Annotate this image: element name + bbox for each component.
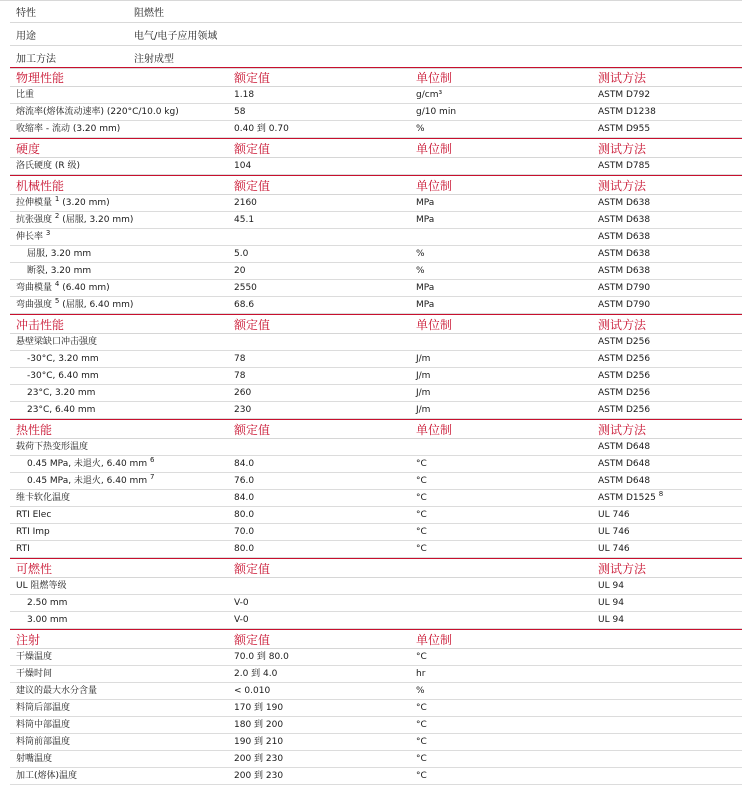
table-row [10,734,742,751]
section-title: 可燃性 [16,562,53,576]
test-method-text: ASTM D638 [598,249,651,259]
property-unit: °C [416,754,427,764]
test-method-text: ASTM D256 [598,388,651,398]
column-header-unit: 单位制 [416,71,453,85]
section-2 [10,175,742,314]
property-name [10,195,228,208]
test-method-text: ASTM D256 [598,354,651,364]
section-title: 注射 [16,633,41,647]
section-title: 机械性能 [16,179,65,193]
column-header-method: 测试方法 [598,318,647,332]
property-value: 70.0 [234,527,255,537]
property-name-text: 弯曲强度 [16,300,53,310]
test-method [592,107,742,117]
property-name-text: 收缩率 - 流动 (3.20 mm) [16,124,121,134]
section-4 [10,419,742,558]
property-name [10,371,228,381]
property-condition: (6.40 mm) [59,283,110,293]
property-value: 70.0 到 80.0 [234,652,289,662]
property-value: 180 到 200 [234,720,284,730]
table-row [10,158,742,175]
property-value: 注射成型 [134,53,174,65]
property-name [10,249,228,259]
property-name [10,280,228,293]
test-method [592,198,742,208]
property-name-text: 料筒后部温度 [16,703,71,713]
column-header-value: 额定值 [234,71,271,85]
property-name-text: -30°C, 3.20 mm [27,354,99,364]
footnote-marker: 7 [149,473,155,481]
property-unit: J/m [416,371,431,381]
property-label: 加工方法 [16,53,56,65]
property-value: 2160 [234,198,257,208]
table-row [10,507,742,524]
property-name-text: 洛氏硬度 (R 级) [16,161,80,171]
property-name [10,229,228,242]
property-unit: °C [416,527,427,537]
test-method-text: ASTM D790 [598,300,651,310]
property-name-text: 悬壁梁缺口冲击强度 [16,337,98,347]
table-row [10,717,742,734]
property-value: 78 [234,354,246,364]
footnote-marker: 4 [54,280,60,288]
column-header-value: 额定值 [234,562,271,576]
test-method [592,283,742,293]
property-name-text: 干燥温度 [16,652,53,662]
property-value: 76.0 [234,476,255,486]
property-unit: °C [416,703,427,713]
test-method [592,337,742,347]
test-method [592,215,742,225]
test-method-text: ASTM D648 [598,476,651,486]
test-method [592,527,742,537]
test-method [592,300,742,310]
test-method [592,459,742,469]
section-0 [10,67,742,138]
property-name [10,615,228,625]
column-header-unit: 单位制 [416,633,453,647]
property-row [10,23,742,46]
property-label: 特性 [16,7,36,19]
table-row [10,368,742,385]
test-method-text: ASTM D638 [598,198,651,208]
test-method-text: ASTM D256 [598,337,651,347]
test-method [592,544,742,554]
property-name-text: 熔流率(熔体流动速率) (220°C/10.0 kg) [16,107,179,117]
column-header-value: 额定值 [234,318,271,332]
table-row [10,578,742,595]
test-method-text: ASTM D256 [598,371,651,381]
property-name [10,720,228,730]
section-1 [10,138,742,175]
table-row [10,439,742,456]
property-tables [10,67,742,785]
property-name [10,703,228,713]
property-name-text: -30°C, 6.40 mm [27,371,99,381]
section-header [10,67,742,87]
property-name [10,669,228,679]
section-title: 冲击性能 [16,318,65,332]
table-row [10,246,742,263]
property-unit: % [416,686,425,696]
property-name [10,297,228,310]
property-unit: J/m [416,354,431,364]
property-unit: °C [416,720,427,730]
property-name-text: 2.50 mm [27,598,68,608]
property-unit: % [416,249,425,259]
test-method-text: UL 94 [598,615,624,625]
column-header-unit: 单位制 [416,179,453,193]
property-unit: g/10 min [416,107,457,117]
test-method-text: ASTM D790 [598,283,651,293]
property-name [10,598,228,608]
property-name-text: 23°C, 3.20 mm [27,388,96,398]
test-method [592,442,742,452]
property-value: < 0.010 [234,686,271,696]
property-unit: °C [416,510,427,520]
table-row [10,666,742,683]
property-value: 58 [234,107,246,117]
property-value: 200 到 230 [234,754,284,764]
property-name [10,652,228,662]
property-name-text: 料筒中部温度 [16,720,71,730]
property-value: 78 [234,371,246,381]
test-method [592,510,742,520]
table-row [10,683,742,700]
column-header-value: 额定值 [234,142,271,156]
column-header-method: 测试方法 [598,142,647,156]
table-row [10,751,742,768]
property-name-text: RTI Imp [16,527,50,537]
footnote-marker: 6 [149,456,155,464]
property-value: 80.0 [234,510,255,520]
property-value: V-0 [234,598,249,608]
property-name-text: 料筒前部温度 [16,737,71,747]
property-unit: °C [416,737,427,747]
property-unit: °C [416,652,427,662]
property-unit: MPa [416,215,435,225]
table-row [10,385,742,402]
property-name-text: RTI [16,544,30,554]
test-method [592,124,742,134]
test-method-text: UL 746 [598,527,630,537]
footnote-marker: 2 [54,212,60,220]
property-unit: °C [416,544,427,554]
table-row [10,229,742,246]
property-name [10,405,228,415]
property-name [10,442,228,452]
property-value: 84.0 [234,459,255,469]
property-name [10,510,228,520]
property-name [10,456,228,469]
section-title: 热性能 [16,423,53,437]
property-name [10,493,228,503]
property-name [10,107,228,117]
table-row [10,456,742,473]
test-method [592,598,742,608]
property-name [10,686,228,696]
property-name-text: 射嘴温度 [16,754,53,764]
table-row [10,212,742,229]
property-unit: MPa [416,283,435,293]
property-unit: MPa [416,300,435,310]
property-value: 230 [234,405,252,415]
property-unit: J/m [416,405,431,415]
property-unit: % [416,266,425,276]
property-condition: (3.20 mm) [59,198,110,208]
test-method-text: ASTM D638 [598,215,651,225]
section-header [10,138,742,158]
property-value: 84.0 [234,493,255,503]
property-name-text: RTI Elec [16,510,52,520]
table-row [10,297,742,314]
property-unit: hr [416,669,426,679]
section-5 [10,558,742,629]
table-row [10,524,742,541]
test-method [592,266,742,276]
column-header-value: 额定值 [234,633,271,647]
property-name-text: 维卡软化温度 [16,493,71,503]
test-method-text: UL 746 [598,544,630,554]
table-row [10,402,742,419]
property-value: 170 到 190 [234,703,284,713]
table-row [10,263,742,280]
property-name-text: 屈服, 3.20 mm [27,249,92,259]
property-name-text: 载荷下热变形温度 [16,442,89,452]
property-name [10,354,228,364]
property-unit: °C [416,493,427,503]
table-row [10,700,742,717]
property-unit: % [416,124,425,134]
property-value: 2550 [234,283,257,293]
table-row [10,334,742,351]
property-condition: (屈服, 6.40 mm) [59,300,134,310]
table-row [10,121,742,138]
test-method [592,490,742,503]
test-method [592,371,742,381]
property-name-text: 23°C, 6.40 mm [27,405,96,415]
property-value: 5.0 [234,249,249,259]
property-value: 200 到 230 [234,771,284,781]
section-header [10,558,742,578]
test-method [592,476,742,486]
property-value: 20 [234,266,246,276]
property-value: V-0 [234,615,249,625]
property-name-text: 建议的最大水分含量 [16,686,98,696]
property-name [10,161,228,171]
test-method-text: ASTM D638 [598,266,651,276]
property-value: 0.40 到 0.70 [234,124,289,134]
property-name-text: UL 阻燃等级 [16,581,67,591]
property-value: 190 到 210 [234,737,284,747]
property-name [10,124,228,134]
test-method-text: ASTM D1525 [598,493,656,503]
property-summary [10,0,742,69]
column-header-unit: 单位制 [416,423,453,437]
property-unit: °C [416,459,427,469]
table-row [10,473,742,490]
footnote-marker: 3 [45,229,51,237]
test-method [592,232,742,242]
column-header-value: 额定值 [234,179,271,193]
column-header-method: 测试方法 [598,423,647,437]
test-method-text: ASTM D1238 [598,107,656,117]
property-row [10,46,742,69]
property-name [10,90,228,100]
table-row [10,87,742,104]
test-method [592,161,742,171]
property-name [10,544,228,554]
property-value: 2.0 到 4.0 [234,669,278,679]
test-method-text: ASTM D638 [598,232,651,242]
test-method [592,405,742,415]
property-name [10,212,228,225]
property-name-text: 伸长率 [16,232,44,242]
property-name-text: 比重 [16,90,35,100]
property-unit: J/m [416,388,431,398]
property-name-text: 0.45 MPa, 未退火, 6.40 mm [27,459,148,469]
property-value: 1.18 [234,90,255,100]
column-header-value: 额定值 [234,423,271,437]
property-name-text: 3.00 mm [27,615,68,625]
table-row [10,195,742,212]
test-method [592,388,742,398]
property-value: 104 [234,161,252,171]
property-unit: °C [416,771,427,781]
section-title: 硬度 [16,142,41,156]
test-method-text: UL 94 [598,581,624,591]
test-method-text: ASTM D955 [598,124,651,134]
section-header [10,629,742,649]
column-header-method: 测试方法 [598,179,647,193]
table-row [10,649,742,666]
property-name [10,754,228,764]
property-name-text: 抗张强度 [16,215,53,225]
property-name-text: 断裂, 3.20 mm [27,266,92,276]
footnote-marker: 5 [54,297,60,305]
property-label: 用途 [16,30,36,42]
test-method-text: ASTM D648 [598,442,651,452]
property-name-text: 加工(熔体)温度 [16,771,78,781]
property-name [10,581,228,591]
property-name [10,473,228,486]
property-name [10,337,228,347]
property-value: 68.6 [234,300,255,310]
table-row [10,490,742,507]
section-3 [10,314,742,419]
test-method-text: ASTM D785 [598,161,651,171]
column-header-method: 测试方法 [598,71,647,85]
property-value: 阻燃性 [134,7,164,19]
property-value: 电气/电子应用领域 [134,30,218,42]
test-method [592,615,742,625]
section-header [10,175,742,195]
property-name [10,266,228,276]
test-method [592,249,742,259]
footnote-marker: 8 [658,490,664,498]
property-name-text: 拉伸模量 [16,198,53,208]
property-name [10,527,228,537]
section-6 [10,629,742,785]
property-row [10,0,742,23]
property-unit: MPa [416,198,435,208]
property-value: 80.0 [234,544,255,554]
section-header [10,314,742,334]
test-method-text: ASTM D792 [598,90,651,100]
footnote-marker: 1 [54,195,60,203]
property-condition: (屈服, 3.20 mm) [59,215,134,225]
property-name-text: 弯曲模量 [16,283,53,293]
property-unit: °C [416,476,427,486]
property-value: 45.1 [234,215,255,225]
test-method-text: ASTM D256 [598,405,651,415]
test-method-text: UL 94 [598,598,624,608]
table-row [10,280,742,297]
property-name-text: 干燥时间 [16,669,53,679]
test-method-text: ASTM D648 [598,459,651,469]
table-row [10,351,742,368]
test-method [592,90,742,100]
table-row [10,104,742,121]
property-value: 260 [234,388,252,398]
table-row [10,595,742,612]
section-title: 物理性能 [16,71,65,85]
test-method [592,581,742,591]
column-header-method: 测试方法 [598,562,647,576]
test-method-text: UL 746 [598,510,630,520]
column-header-unit: 单位制 [416,142,453,156]
table-row [10,541,742,558]
column-header-unit: 单位制 [416,318,453,332]
property-name-text: 0.45 MPa, 未退火, 6.40 mm [27,476,148,486]
property-unit: g/cm³ [416,90,443,100]
section-header [10,419,742,439]
test-method [592,354,742,364]
table-row [10,612,742,629]
table-row [10,768,742,785]
property-name [10,737,228,747]
property-name [10,388,228,398]
